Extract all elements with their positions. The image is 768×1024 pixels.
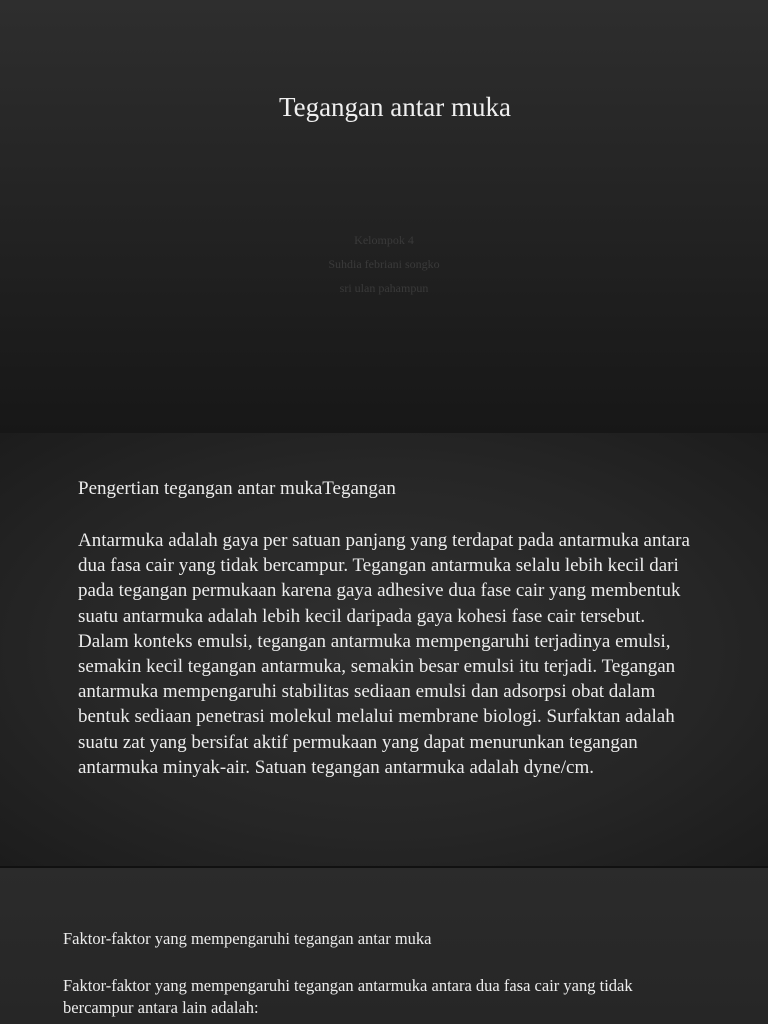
definition-slide [0,433,768,866]
group-members [0,228,768,300]
title-slide [0,0,768,433]
definition-heading: Pengertian tegangan antar mukaTegangan [78,478,396,499]
factors-heading: Faktor-faktor yang mempengaruhi tegangan antar muka [63,929,432,948]
slide-title: Tegangan antar muka [278,92,511,122]
definition-body: Antarmuka adalah gaya per satuan panjang yang terdapat pada antarmuka antara dua fasa cair yang tidak bercampur. Tegangan antarmuka selalu lebih kecil dari pada tegangan permukaan karena gaya adhesive dua fase cair yang membentuk suatu antarmuka adalah lebih kecil daripada gaya kohesi fase cair tersebut. Dalam konteks emulsi, tegangan antarmuka mempengaruhi terjadinya emulsi, semakin kecil tegangan antarmuka, semakin besar emulsi itu terjadi. Tegangan antarmuka mempengaruhi stabilitas sediaan emulsi dan adsorpsi obat dalam bentuk sediaan penetrasi molekul melalui membrane biologi. Surfaktan adalah suatu zat yang bersifat aktif permukaan yang dapat menurunkan tegangan antarmuka minyak-air. Satuan tegangan antarmuka adalah dyne/cm. [78,530,690,778]
member-name: Suhdia febriani songko [328,257,440,271]
factors-slide [0,868,768,1024]
member-name: sri ulan pahampun [339,281,429,295]
factors-body: Faktor-faktor yang mempengaruhi tegangan antarmuka antara dua fasa cair yang tidak bercampur antara lain adalah: [63,976,633,1017]
group-name: Kelompok 4 [354,233,414,247]
